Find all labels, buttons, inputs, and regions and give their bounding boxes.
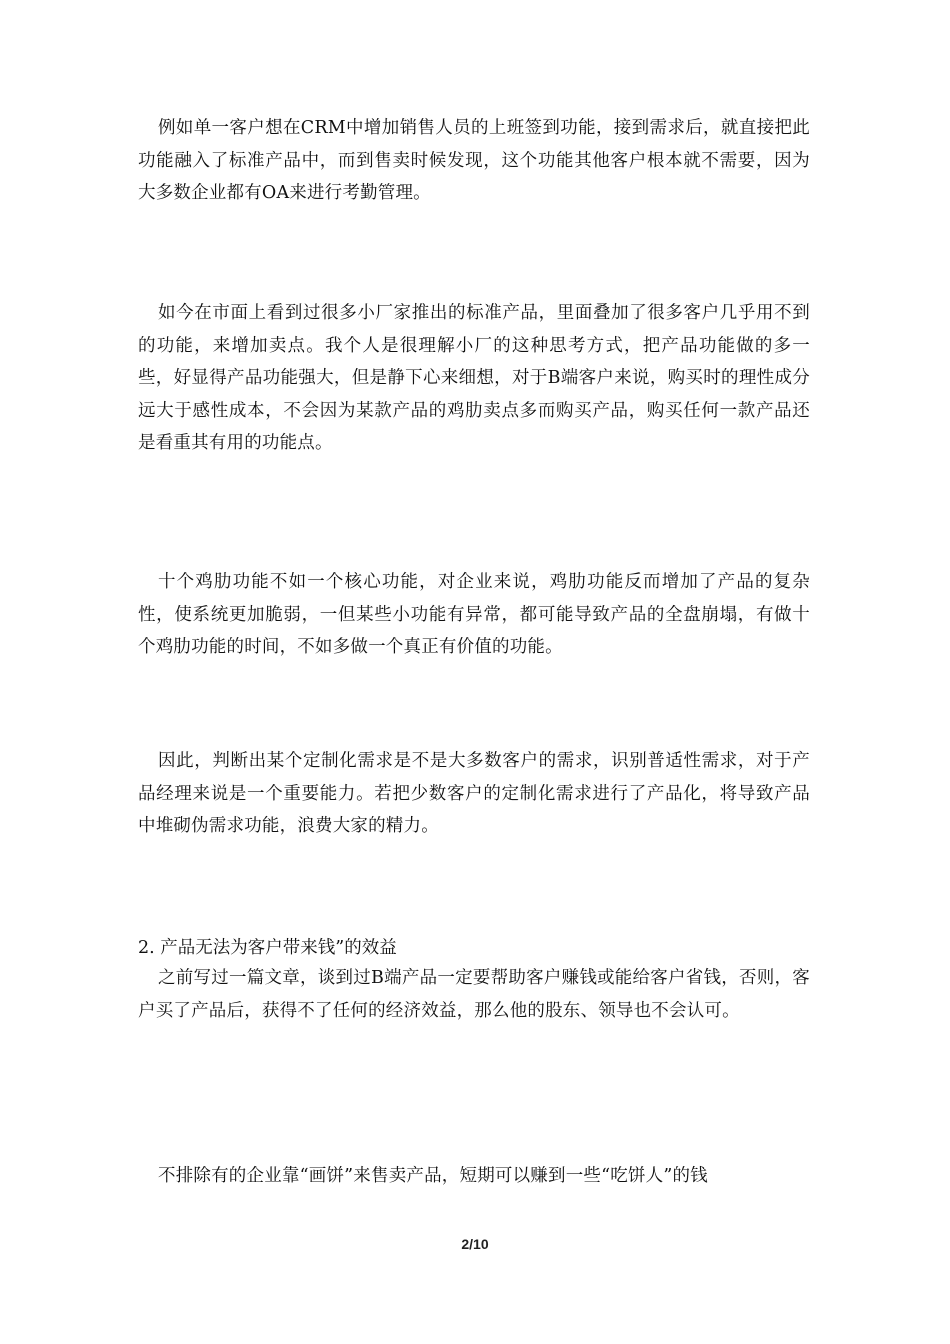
paragraph-signin-example: 例如单一客户想在CRM中增加销售人员的上班签到功能，接到需求后，就直接把此功能融入了标准产品中，而到售卖时候发现，这个功能其他客户根本就不需要，因为大多数企业都有OA来进行考勤管理。 <box>138 118 810 203</box>
section-heading: 2. 产品无法为客户带来钱”的效益 <box>138 938 397 958</box>
paragraph-pie-selling: 不排除有的企业靠“画饼”来售卖产品，短期可以赚到一些“吃饼人”的钱 <box>158 1166 708 1186</box>
paragraph-core-features: 十个鸡肋功能不如一个核心功能，对企业来说，鸡肋功能反而增加了产品的复杂性，使系统更加脆弱，一但某些小功能有异常，都可能导致产品的全盘崩塌，有做十个鸡肋功能的时间，不如多做一个真正有价值的功能。 <box>138 572 810 657</box>
page-number: 2/10 <box>461 1236 489 1252</box>
paragraph-customer-benefit: 之前写过一篇文章，谈到过B端产品一定要帮助客户赚钱或能给客户省钱，否则，客户买了产品后，获得不了任何的经济效益，那么他的股东、领导也不会认可。 <box>138 968 810 1021</box>
paragraph-small-vendors: 如今在市面上看到过很多小厂家推出的标准产品，里面叠加了很多客户几乎用不到的功能，来增加卖点。我个人是很理解小厂的这种思考方式，把产品功能做的多一些，好显得产品功能强大，但是静下心来细想，对于B端客户来说，购买时的理性成分远大于感性成本，不会因为某款产品的鸡肋卖点多而购买产品，购买任何一款产品还是看重其有用的功能点。 <box>138 303 810 453</box>
paragraph-custom-requirements: 因此，判断出某个定制化需求是不是大多数客户的需求，识别普适性需求，对于产品经理来说是一个重要能力。若把少数客户的定制化需求进行了产品化，将导致产品中堆砌伪需求功能，浪费大家的精力。 <box>138 751 810 836</box>
